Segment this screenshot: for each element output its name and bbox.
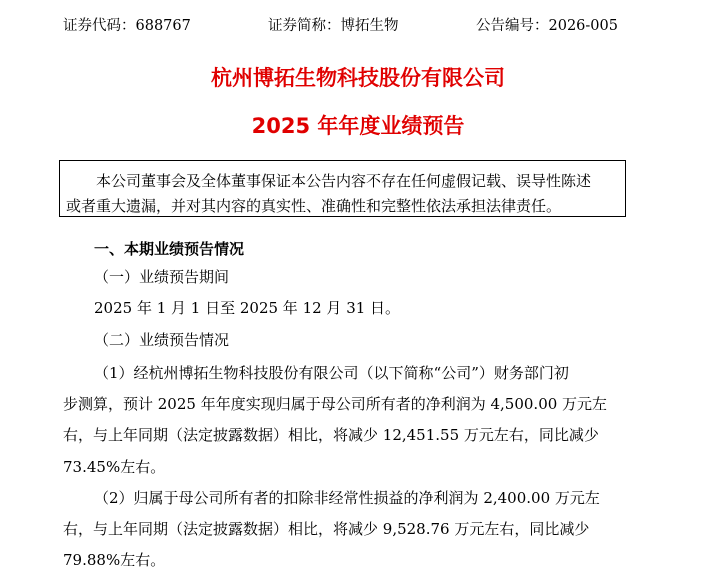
paragraph-1-line: （1）经杭州博拓生物科技股份有限公司（以下简称“公司”）财务部门初 [94,364,569,382]
paragraph-1-line: 73.45%左右。 [63,458,166,476]
announcement-number: 公告编号：2026-005 [476,18,618,34]
subsection-forecast-heading: （二）业绩预告情况 [94,331,230,349]
paragraph-2-line: 79.88%左右。 [63,551,166,569]
security-abbreviation: 证券简称：博拓生物 [268,18,399,34]
paragraph-1-line: 步测算，预计 2025 年年度实现归属于母公司所有者的净利润为 4,500.00 万元左 [63,395,608,413]
paragraph-2-line: （2）归属于母公司所有者的扣除非经常性损益的净利润为 2,400.00 万元左 [94,489,600,507]
board-statement-box [59,160,626,217]
document-title: 2025 年年度业绩预告 [251,114,465,138]
paragraph-2-line: 右，与上年同期（法定披露数据）相比，将减少 9,528.76 万元左右，同比减少 [63,520,590,538]
company-title: 杭州博拓生物科技股份有限公司 [211,66,505,90]
section-heading: 一、本期业绩预告情况 [94,240,245,258]
statement-line-1: 本公司董事会及全体董事保证本公告内容不存在任何虚假记载、误导性陈述 [96,172,592,190]
security-code: 证券代码：688767 [63,18,191,34]
subsection-period-heading: （一）业绩预告期间 [94,268,230,286]
statement-line-2: 或者重大遗漏，并对其内容的真实性、准确性和完整性依法承担法律责任。 [66,197,562,215]
paragraph-1-line: 右，与上年同期（法定披露数据）相比，将减少 12,451.55 万元左右，同比减少 [63,426,599,444]
forecast-period: 2025 年 1 月 1 日至 2025 年 12 月 31 日。 [94,299,401,317]
